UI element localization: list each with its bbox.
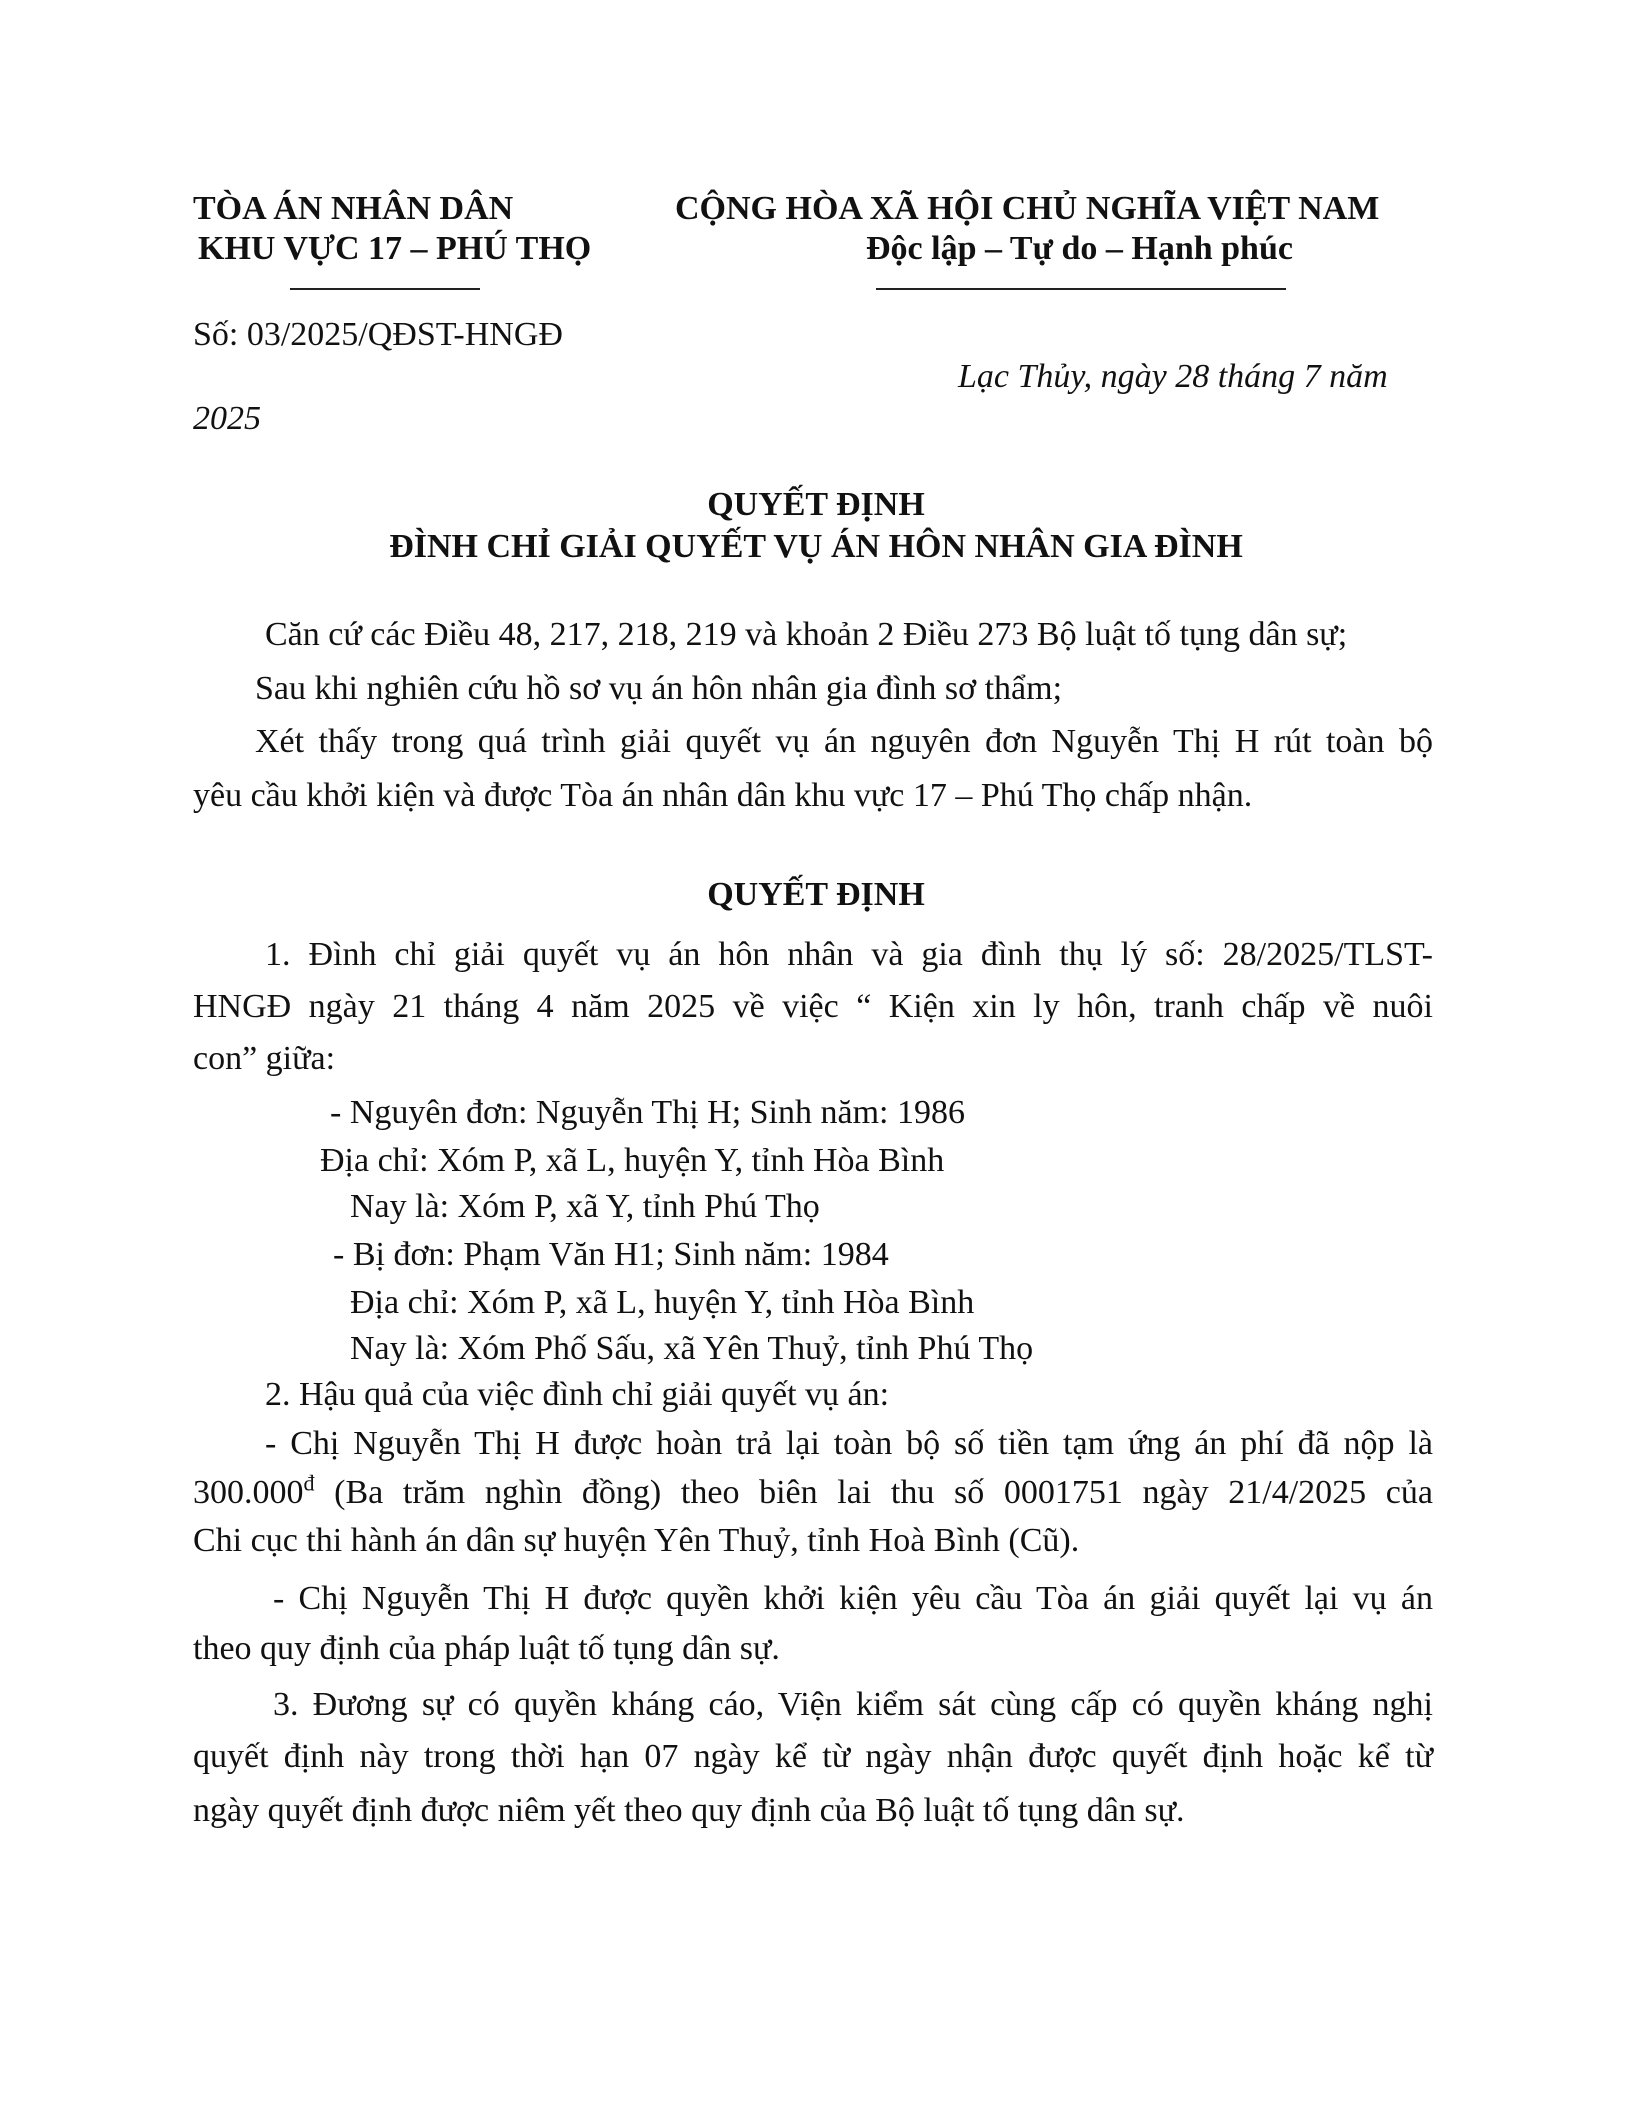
place-date-line1: Lạc Thủy, ngày 28 tháng 7 năm — [958, 358, 1388, 395]
item1-line-2: HNGĐ ngày 21 tháng 4 năm 2025 về việc “ Kiện xin ly hôn, tranh chấp về nuôi — [193, 988, 1433, 1025]
item3-line-2: quyết định này trong thời hạn 07 ngày kể từ ngày nhận được quyết định hoặc kể từ — [193, 1738, 1433, 1775]
court-underline — [290, 288, 480, 290]
item2-line-4: - Chị Nguyễn Thị H được quyền khởi kiện yêu cầu Tòa án giải quyết lại vụ án — [273, 1580, 1433, 1617]
item2-line-2 — [193, 1470, 1433, 1512]
document-title: QUYẾT ĐỊNH — [707, 486, 925, 523]
item1-line-1: 1. Đình chỉ giải quyết vụ án hôn nhân và gia đình thụ lý số: 28/2025/TLST- — [265, 936, 1433, 973]
fee-amount: 300.000 — [193, 1474, 304, 1511]
motto-underline — [876, 288, 1286, 290]
preamble-line-2: Sau khi nghiên cứu hồ sơ vụ án hôn nhân gia đình sơ thẩm; — [255, 670, 1063, 707]
item3-line-1: 3. Đương sự có quyền kháng cáo, Viện kiểm sát cùng cấp có quyền kháng nghị — [273, 1686, 1433, 1723]
plaintiff-line: - Nguyên đơn: Nguyễn Thị H; Sinh năm: 1986 — [330, 1094, 965, 1131]
national-motto: Độc lập – Tự do – Hạnh phúc — [866, 230, 1293, 267]
item2-line-3: Chi cục thi hành án dân sự huyện Yên Thuỷ, tỉnh Hoà Bình (Cũ). — [193, 1522, 1080, 1559]
court-name-line2: KHU VỰC 17 – PHÚ THỌ — [198, 230, 592, 267]
item2-line-1: - Chị Nguyễn Thị H được hoàn trả lại toàn bộ số tiền tạm ứng án phí đã nộp là — [265, 1425, 1433, 1462]
document-subtitle: ĐÌNH CHỈ GIẢI QUYẾT VỤ ÁN HÔN NHÂN GIA ĐÌNH — [389, 528, 1243, 565]
decision-heading: QUYẾT ĐỊNH — [707, 876, 925, 913]
item2-heading: 2. Hậu quả của việc đình chỉ giải quyết vụ án: — [265, 1376, 890, 1413]
fee-currency-unit: đ — [303, 1470, 315, 1496]
preamble-line-3: Xét thấy trong quá trình giải quyết vụ án nguyên đơn Nguyễn Thị H rút toàn bộ — [255, 723, 1433, 760]
defendant-line: - Bị đơn: Phạm Văn H1; Sinh năm: 1984 — [333, 1236, 889, 1273]
preamble-line-4: yêu cầu khởi kiện và được Tòa án nhân dân khu vực 17 – Phú Thọ chấp nhận. — [193, 777, 1253, 814]
court-name-line1: TÒA ÁN NHÂN DÂN — [193, 190, 514, 227]
national-title: CỘNG HÒA XÃ HỘI CHỦ NGHĨA VIỆT NAM — [675, 190, 1380, 227]
item1-line-3: con” giữa: — [193, 1040, 336, 1077]
document-number: Số: 03/2025/QĐST-HNGĐ — [193, 316, 563, 353]
defendant-current-address: Nay là: Xóm Phố Sấu, xã Yên Thuỷ, tỉnh Phú Thọ — [350, 1330, 1034, 1367]
preamble-line-1: Căn cứ các Điều 48, 217, 218, 219 và khoản 2 Điều 273 Bộ luật tố tụng dân sự; — [265, 616, 1348, 653]
plaintiff-current-address: Nay là: Xóm P, xã Y, tỉnh Phú Thọ — [350, 1188, 820, 1225]
item2-line-2-text: (Ba trăm nghìn đồng) theo biên lai thu số 0001751 ngày 21/4/2025 của — [314, 1474, 1433, 1511]
plaintiff-address: Địa chỉ: Xóm P, xã L, huyện Y, tỉnh Hòa Bình — [320, 1142, 945, 1179]
defendant-address: Địa chỉ: Xóm P, xã L, huyện Y, tỉnh Hòa Bình — [350, 1284, 975, 1321]
place-date-line2: 2025 — [193, 400, 261, 437]
item3-line-3: ngày quyết định được niêm yết theo quy định của Bộ luật tố tụng dân sự. — [193, 1792, 1185, 1829]
item2-line-5: theo quy định của pháp luật tố tụng dân sự. — [193, 1630, 780, 1667]
